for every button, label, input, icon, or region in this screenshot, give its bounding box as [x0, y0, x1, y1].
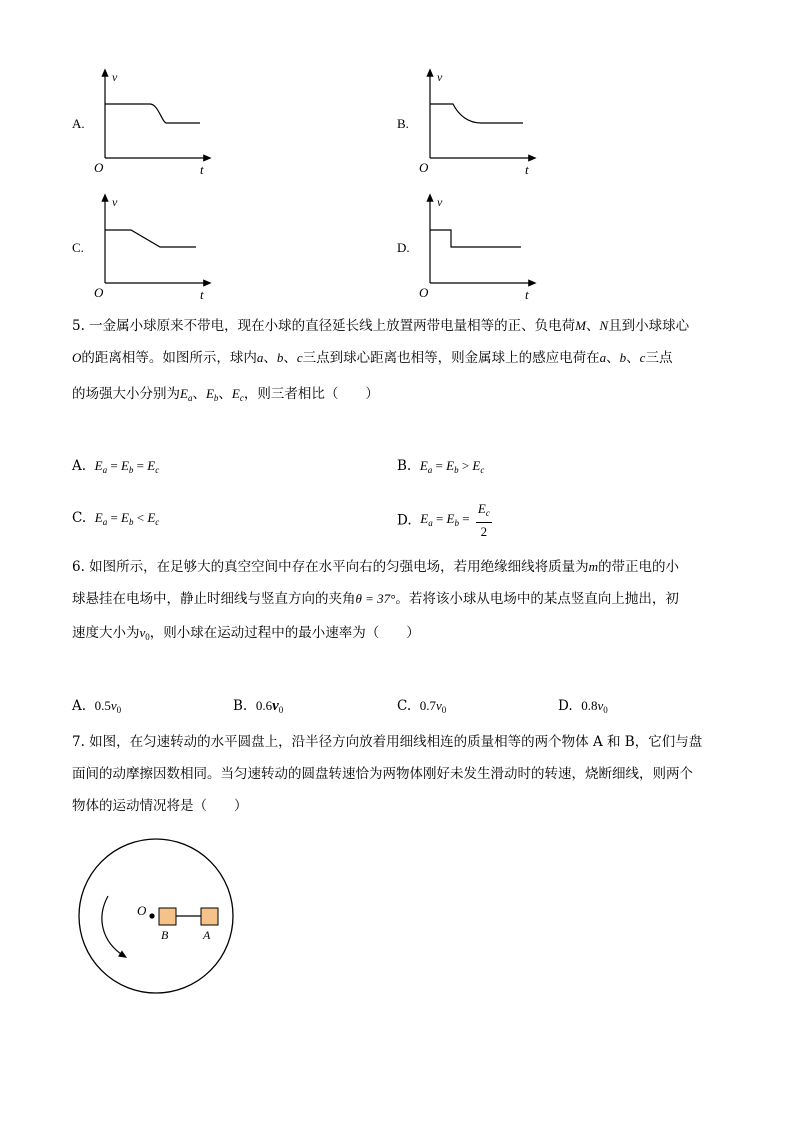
v-t-curve — [430, 230, 521, 247]
origin-label: O — [94, 160, 104, 175]
block-b — [159, 908, 176, 925]
q4-option-b-letter: B. — [397, 116, 409, 131]
v-t-curve — [105, 104, 200, 123]
origin-label: O — [94, 285, 104, 300]
q5-line-3: 的场强大小分别为$E_a$、$E_b$、$E_c$，则三者相比（ ） — [72, 386, 379, 403]
q6-line-1: 6. 如图所示，在足够大的真空空间中存在水平向右的匀强电场，若用绝缘细线将质量为m的带正电的小 — [72, 559, 680, 575]
q6-line-2: 球悬挂在电场中，静止时细线与竖直方向的夹角θ = 37°。若将该小球从电场中的某点竖直向上抛出，初 — [72, 591, 679, 607]
center-label: O — [137, 903, 147, 918]
v-axis-label: v — [112, 70, 118, 84]
q5-option-d[interactable]: D. $E_a = E_b$ = $\frac{E_c}{2}$ — [397, 501, 490, 539]
t-axis-label: t — [200, 287, 204, 302]
block-b-label: B — [161, 928, 169, 942]
q5-option-b[interactable]: B. $E_a = E_b > E_c$ — [397, 458, 485, 475]
e-c-symbol: $E_c$ — [231, 386, 244, 403]
block-a-label: A — [203, 928, 211, 942]
q4-graph-a — [88, 66, 218, 178]
v-t-curve — [105, 230, 196, 247]
q4-option-c-letter: C. — [72, 240, 84, 255]
q7-line-1: 7. 如图，在匀速转动的水平圆盘上，沿半径方向放着用细线相连的质量相等的两个物体 A 和 B，它们与盘 — [72, 734, 703, 750]
v-axis-label: v — [437, 70, 443, 84]
q5-option-a-formula: $E_a = E_b = E_c$ — [94, 458, 160, 475]
q4-graph-d — [413, 191, 543, 303]
q5-option-a[interactable]: A. $E_a = E_b = E_c$ — [72, 458, 160, 475]
v-axis-label: v — [437, 195, 443, 209]
q6-line-3: 速度大小为$v_0$，则小球在运动过程中的最小速率为（ ） — [72, 625, 420, 642]
q4-graph-c — [88, 191, 218, 303]
origin-label: O — [419, 160, 429, 175]
center-point — [149, 913, 154, 918]
q7-line-3: 物体的运动情况将是（ ） — [72, 798, 248, 814]
origin-label: O — [419, 285, 429, 300]
v-axis-label: v — [112, 195, 118, 209]
q4-graph-b — [413, 66, 543, 178]
q5-option-c[interactable]: C. $E_a = E_b < E_c$ — [72, 510, 160, 527]
q5-line-2: O的距离相等。如图所示，球内a、b、c三点到球心距离也相等，则金属球上的感应电荷在a、b、c三点 — [72, 350, 673, 366]
t-axis-label: t — [200, 162, 204, 177]
rotation-arrow-icon — [102, 896, 124, 956]
q6-option-d[interactable]: D. $0.8v_0$ — [558, 698, 608, 715]
q4-option-d-letter: D. — [397, 240, 410, 255]
t-axis-label: t — [525, 287, 529, 302]
t-axis-label: t — [525, 162, 529, 177]
q5-option-b-formula: $E_a = E_b > E_c$ — [419, 458, 485, 475]
q4-option-a-letter: A. — [72, 116, 85, 131]
q6-option-b[interactable]: B. $0.6v_0$ — [233, 698, 284, 715]
v-t-curve — [430, 104, 523, 123]
e-b-symbol: $E_b$ — [205, 386, 219, 403]
q6-option-c[interactable]: C. $0.7v_0$ — [397, 698, 447, 715]
q6-option-a[interactable]: A. $0.5v_0$ — [72, 698, 122, 715]
e-a-symbol: $E_a$ — [180, 386, 193, 403]
q7-line-2: 面间的动摩擦因数相同。当匀速转动的圆盘转速恰为两物体刚好未发生滑动时的转速，烧断细线，则两个 — [72, 766, 693, 782]
q7-disk-figure — [72, 838, 242, 998]
fraction-ec-over-2: $\frac{E_c}{2}$ — [477, 501, 490, 539]
q5-option-d-formula: $E_a = E_b$ = — [420, 510, 470, 528]
block-a — [201, 908, 218, 925]
q5-line-1: 5. 一金属小球原来不带电，现在小球的直径延长线上放置两带电量相等的正、负电荷M、N且到小球球心 — [72, 318, 690, 334]
q5-option-c-formula: $E_a = E_b < E_c$ — [94, 510, 160, 527]
